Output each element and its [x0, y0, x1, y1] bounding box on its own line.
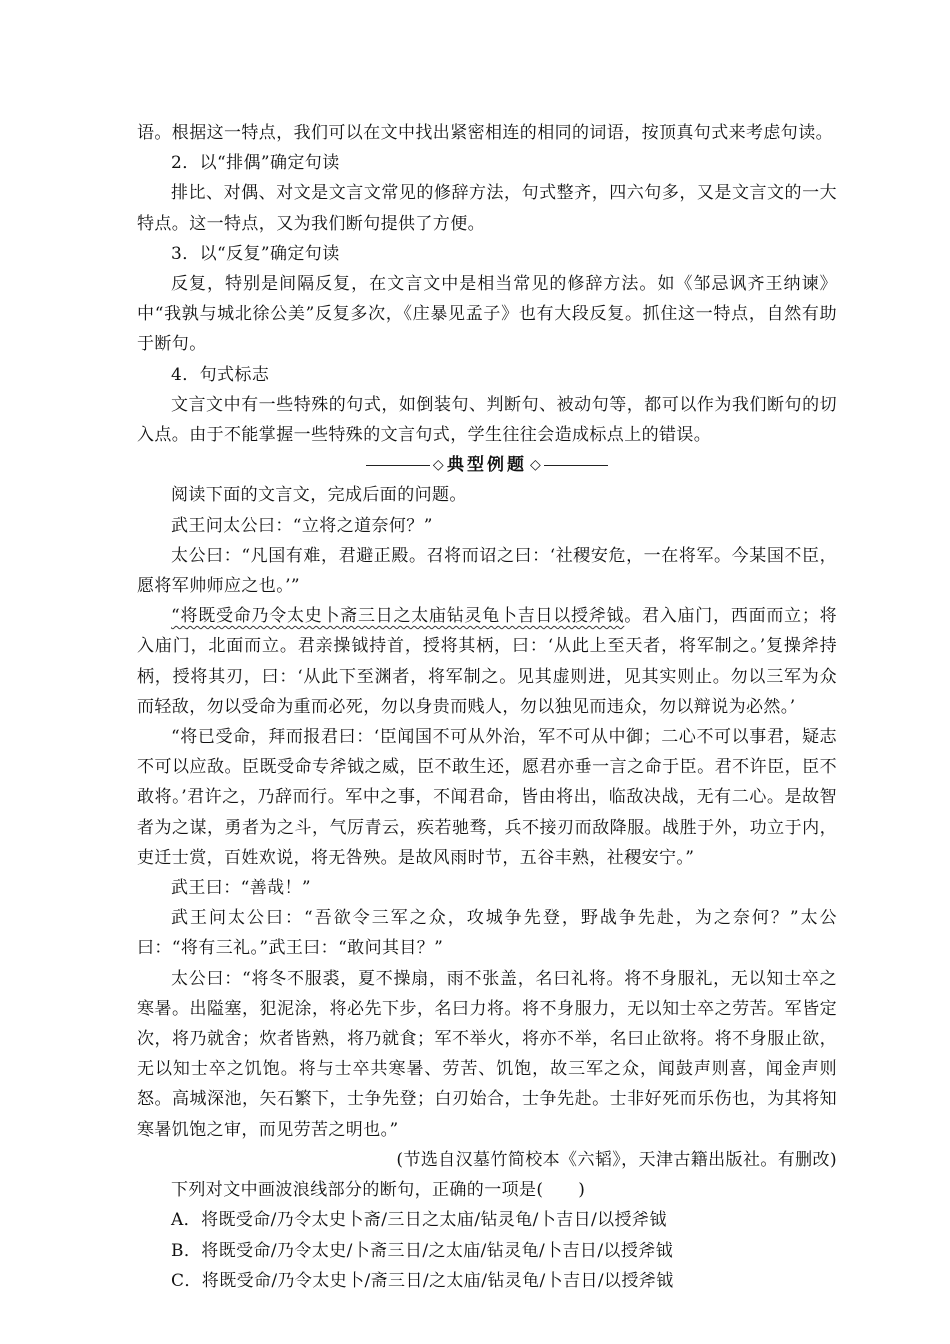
- question-stem: 下列对文中画波浪线部分的断句，正确的一项是( ): [171, 1180, 586, 1201]
- passage-instruction: 阅读下面的文言文，完成后面的问题。: [171, 485, 467, 506]
- option-b: B．将既受命/乃令太史/卜斋三日/之太庙/钻灵龟/卜吉日/以授斧钺: [171, 1240, 674, 1261]
- paragraph-parallelism: 排比、对偶、对文是文言文常见的修辞方法，句式整齐，四六句多，又是文言文的一大特点。这一特点，又为我们断句提供了方便。: [137, 183, 837, 234]
- passage-paragraph: “将已受命，拜而报君曰：‘臣闻国不可从外治，军不可从中御；二心不可以事君，疑志不可以应敌。臣既受命专斧钺之威，臣不敢生还，愿君亦垂一言之命于臣。君不许臣，臣不敢将。’君许之，乃辞而行。军中之事，不闻君命，皆由将出，临敌决战，无有二心。是故智者为之谋，勇者为之斗，气厉青云，疾若驰骛，兵不接刃而敌降服。战胜于外，功立于内，吏迁士赏，百姓欢说，将无咎殃。是故风雨时节，五谷丰熟，社稷安宁。”: [137, 727, 837, 868]
- passage-paragraph: [137, 601, 837, 722]
- passage-paragraph: 武王问太公曰：“立将之道奈何？”: [171, 515, 433, 536]
- paragraph-repetition: 反复，特别是间隔反复，在文言文中是相当常见的修辞方法。如《邹忌讽齐王纳谏》中“我孰与城北徐公美”反复多次，《庄暴见孟子》也有大段反复。抓住这一特点，自然有助于断句。: [137, 274, 837, 355]
- passage-text: 。君入庙门，西面而立；将入庙门，北面而立。君亲操钺持首，授将其柄，曰：‘从此上至天者，将军制之。’复操斧持柄，授将其刃，曰：‘从此下至渊者，将军制之。见其虚则进，见其实则止。勿以三军为众而轻敌，勿以受命为重而必死，勿以身贵而贱人，勿以独见而违众，勿以辩说为必然。’: [137, 606, 837, 717]
- section-divider: [137, 450, 837, 480]
- diamond-icon: ◇: [530, 457, 542, 474]
- paragraph-sentence-markers: 文言文中有一些特殊的句式，如倒装句、判断句、被动句等，都可以作为我们断句的切入点。由于不能掌握一些特殊的文言句式，学生往往会造成标点上的错误。: [137, 394, 837, 446]
- option-c: C．将既受命/乃令太史卜/斋三日/之太庙/钻灵龟/卜吉日/以授斧钺: [171, 1270, 674, 1291]
- heading-repetition: 3．以“反复”确定句读: [171, 243, 340, 264]
- heading-parallelism: 2．以“排偶”确定句读: [171, 153, 340, 174]
- document-body: [137, 118, 837, 1296]
- section-title: 典型例题: [447, 455, 527, 476]
- intro-continuation: 语。根据这一特点，我们可以在文中找出紧密相连的相同的词语，按顶真句式来考虑句读。: [137, 123, 833, 143]
- diamond-icon: ◇: [432, 457, 444, 474]
- divider-rule-left: [366, 465, 430, 466]
- passage-paragraph: 太公曰：“凡国有难，君避正殿。召将而诏之曰：‘社稷安危，一在将军。今某国不臣，愿将军帅师应之也。’”: [137, 545, 837, 597]
- wavy-underlined-text: “将既受命乃令太史卜斋三日之太庙钻灵龟卜吉日以授斧钺: [171, 606, 625, 627]
- passage-paragraph: 武王问太公曰：“吾欲令三军之众，攻城争先登，野战争先赴，为之奈何？”太公曰：“将有三礼。”武王曰：“敢问其目？”: [137, 908, 837, 959]
- passage-paragraph: 武王曰：“善哉！”: [171, 878, 311, 899]
- passage-source: (节选自汉墓竹简校本《六韬》，天津古籍出版社。有删改): [396, 1149, 837, 1170]
- passage-paragraph: 太公曰：“将冬不服裘，夏不操扇，雨不张盖，名曰礼将。将不身服礼，无以知士卒之寒暑。出隘塞，犯泥涂，将必先下步，名曰力将。将不身服力，无以知士卒之劳苦。军皆定次，将乃就舍；炊者皆熟，将乃就食；军不举火，将亦不举，名曰止欲将。将不身服止欲，无以知士卒之饥饱。将与士卒共寒暑、劳苦、饥饱，故三军之众，闻鼓声则喜，闻金声则怒。高城深池，矢石繁下，士争先登；白刃始合，士争先赴。士非好死而乐伤也，为其将知寒暑饥饱之审，而见劳苦之明也。”: [137, 968, 837, 1140]
- divider-rule-right: [544, 465, 608, 466]
- option-a: A．将既受命/乃令太史卜斋/三日之太庙/钻灵龟/卜吉日/以授斧钺: [171, 1210, 667, 1231]
- heading-sentence-markers: 4．句式标志: [171, 364, 270, 385]
